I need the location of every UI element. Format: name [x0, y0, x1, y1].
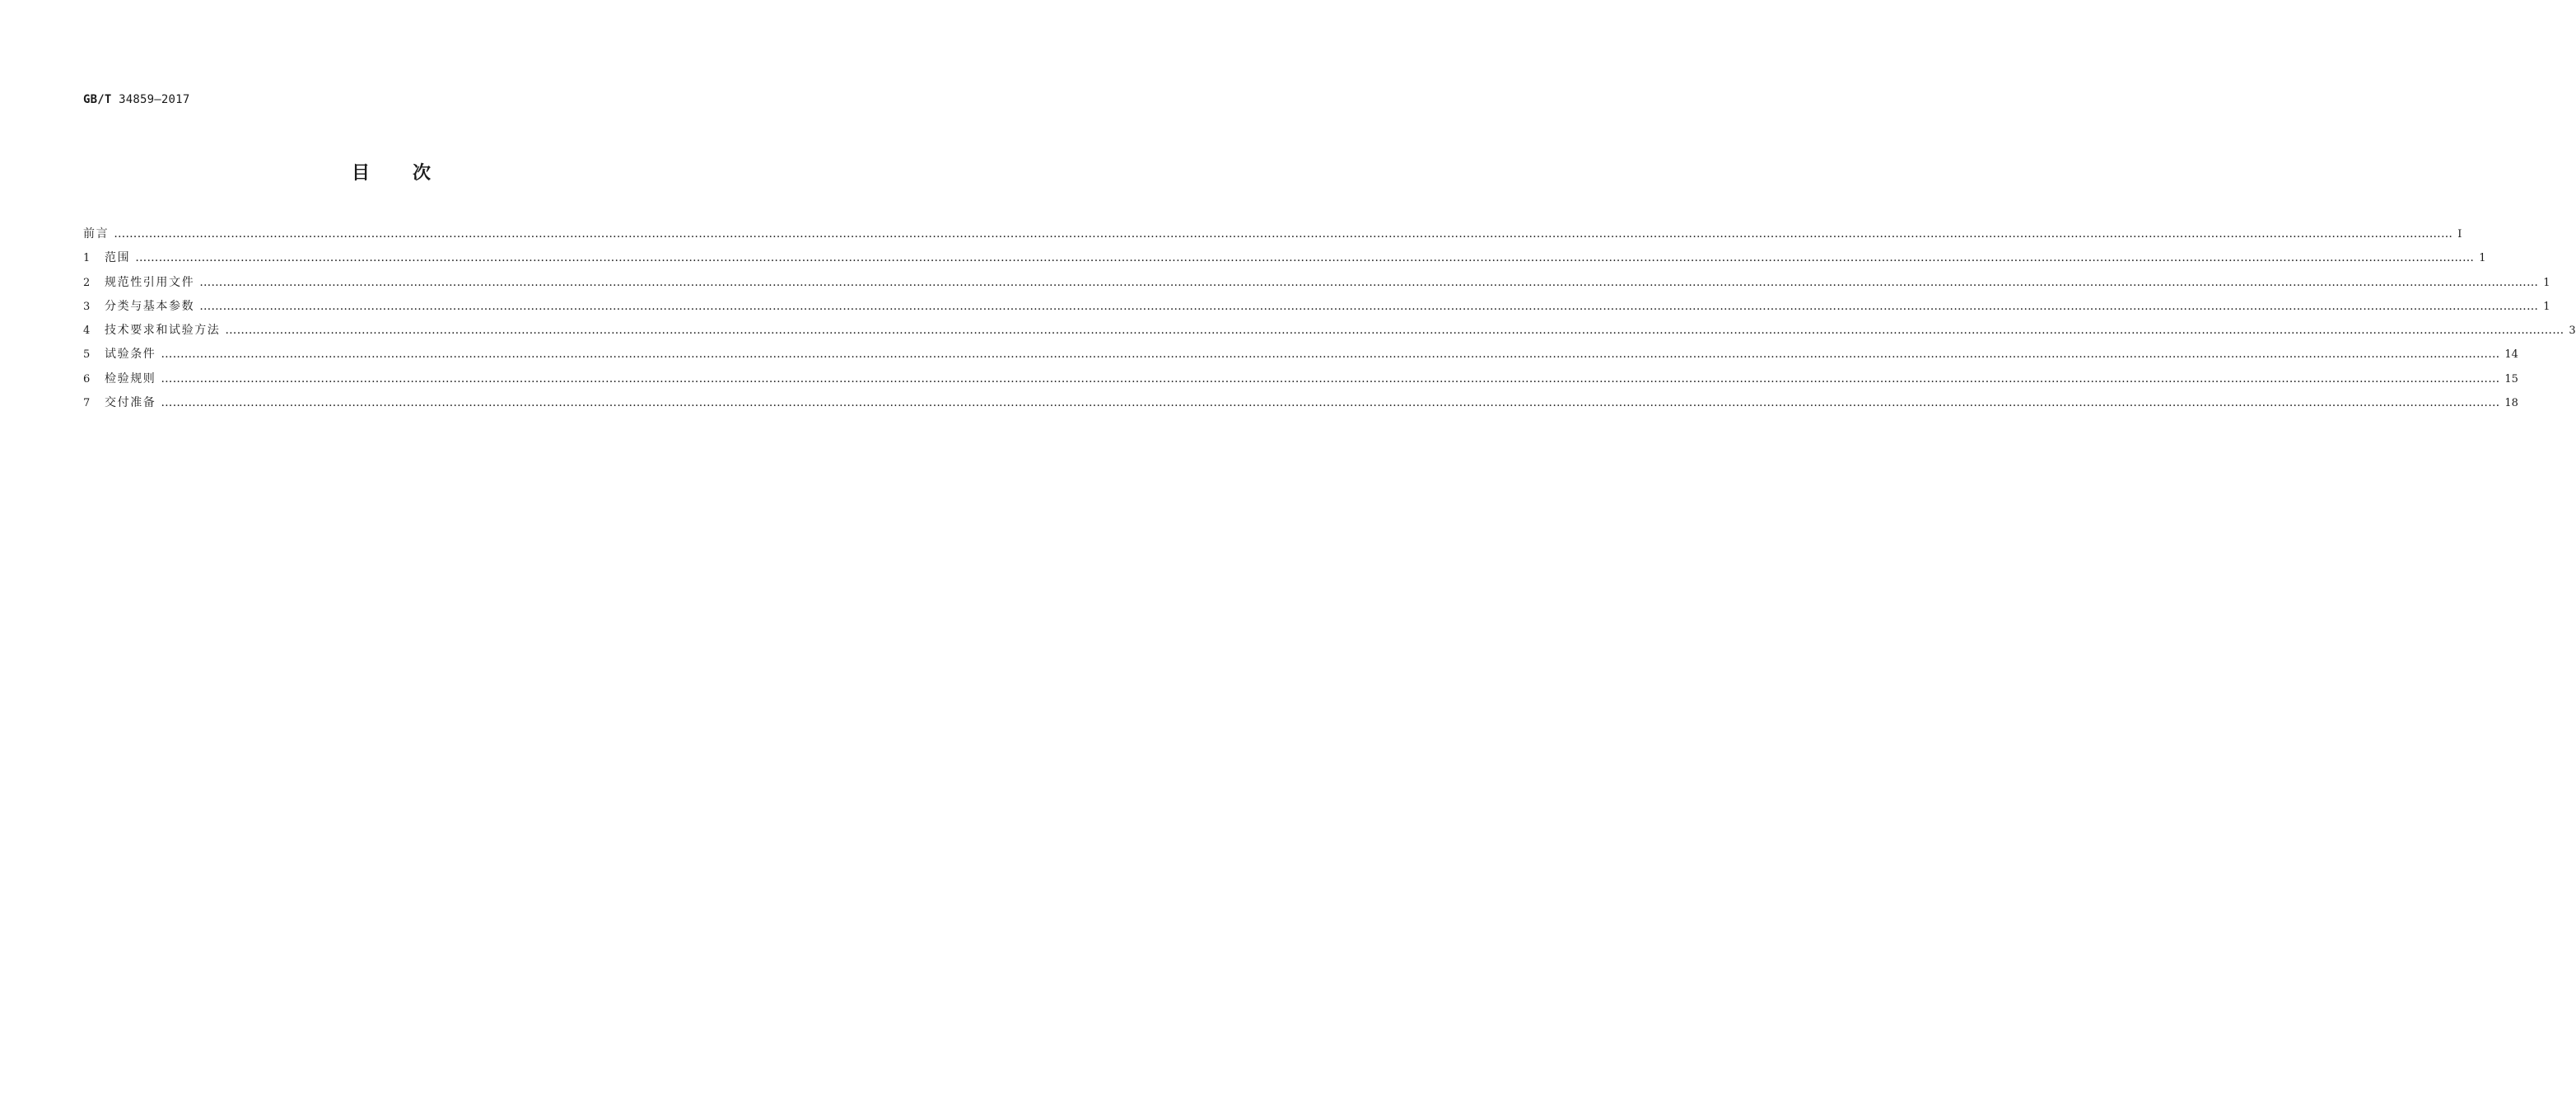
toc-entry-number: 7 [83, 397, 91, 410]
standard-number: 34859—2017 [119, 93, 190, 106]
toc-leader-dots: …………………………………………………………………………………………………………………………………………………………………………………………………………………………………………………………………………………………………………………………………………………………………………………………………………………………………………………………………………………………………………………………………………………… [199, 299, 2539, 313]
toc-entry-number: 2 [83, 276, 91, 289]
toc-entry-3[interactable] [83, 295, 2550, 319]
toc-entry-foreword[interactable] [83, 222, 2462, 246]
standard-prefix: GB/T [83, 93, 112, 106]
toc-entry-5[interactable] [83, 343, 2518, 367]
toc-entry-page: Ⅰ [2457, 228, 2462, 241]
toc-entry-label: 分类与基本参数 [105, 299, 195, 313]
toc-entry-7[interactable] [83, 391, 2518, 415]
toc-entry-label: 检验规则 [105, 371, 156, 385]
toc-entry-1[interactable] [83, 246, 2486, 270]
toc-entry-number: 5 [83, 348, 91, 362]
toc-title-char: 次 [413, 163, 432, 184]
toc-entry-page: 1 [2479, 252, 2486, 265]
toc-entry-page: 1 [2543, 300, 2550, 313]
toc-entry-label: 交付准备 [105, 396, 156, 410]
toc-leader-dots: …………………………………………………………………………………………………………………………………………………………………………………………………………………………………………………………………………………………………………………………………………………………………………………………………………………………………………………………………………………………………………………………………………………… [114, 227, 2453, 241]
table-of-contents [83, 222, 2576, 415]
toc-entry-number: 3 [83, 300, 91, 313]
toc-leader-dots: …………………………………………………………………………………………………………………………………………………………………………………………………………………………………………………………………………………………………………………………………………………………………………………………………………………………………………………………………………………………………………………………………………………… [199, 275, 2539, 289]
toc-leader-dots: …………………………………………………………………………………………………………………………………………………………………………………………………………………………………………………………………………………………………………………………………………………………………………………………………………………………………………………………………………………………………………………………………………………… [161, 396, 2500, 410]
toc-entry-4[interactable] [83, 319, 2576, 343]
toc-title [0, 161, 782, 186]
toc-entry-label: 技术要求和试验方法 [105, 324, 221, 338]
toc-leader-dots: …………………………………………………………………………………………………………………………………………………………………………………………………………………………………………………………………………………………………………………………………………………………………………………………………………………………………………………………………………………………………………………………………………………… [161, 348, 2500, 362]
toc-entry-6[interactable] [83, 367, 2518, 391]
standard-code [83, 93, 189, 106]
toc-entry-label: 试验条件 [105, 348, 156, 362]
toc-entry-number: 4 [83, 325, 91, 338]
toc-leader-dots: …………………………………………………………………………………………………………………………………………………………………………………………………………………………………………………………………………………………………………………………………………………………………………………………………………………………………………………………………………………………………………………………………………………… [225, 324, 2564, 338]
toc-title-char: 目 [351, 163, 370, 184]
toc-entry-page: 15 [2504, 372, 2518, 385]
toc-entry-page: 3 [2569, 325, 2576, 338]
toc-entry-number: 6 [83, 372, 91, 385]
toc-entry-label: 规范性引用文件 [105, 275, 195, 289]
toc-entry-page: 1 [2543, 276, 2550, 289]
toc-entry-label: 前言 [83, 227, 110, 241]
toc-leader-dots: …………………………………………………………………………………………………………………………………………………………………………………………………………………………………………………………………………………………………………………………………………………………………………………………………………………………………………………………………………………………………………………………………………………… [135, 251, 2475, 265]
toc-entry-number: 1 [83, 252, 91, 265]
toc-entry-page: 14 [2504, 348, 2518, 362]
toc-leader-dots: …………………………………………………………………………………………………………………………………………………………………………………………………………………………………………………………………………………………………………………………………………………………………………………………………………………………………………………………………………………………………………………………………………………… [161, 371, 2500, 385]
toc-entry-label: 范围 [105, 251, 131, 265]
toc-entry-page: 18 [2504, 397, 2518, 410]
toc-entry-2[interactable] [83, 271, 2550, 295]
